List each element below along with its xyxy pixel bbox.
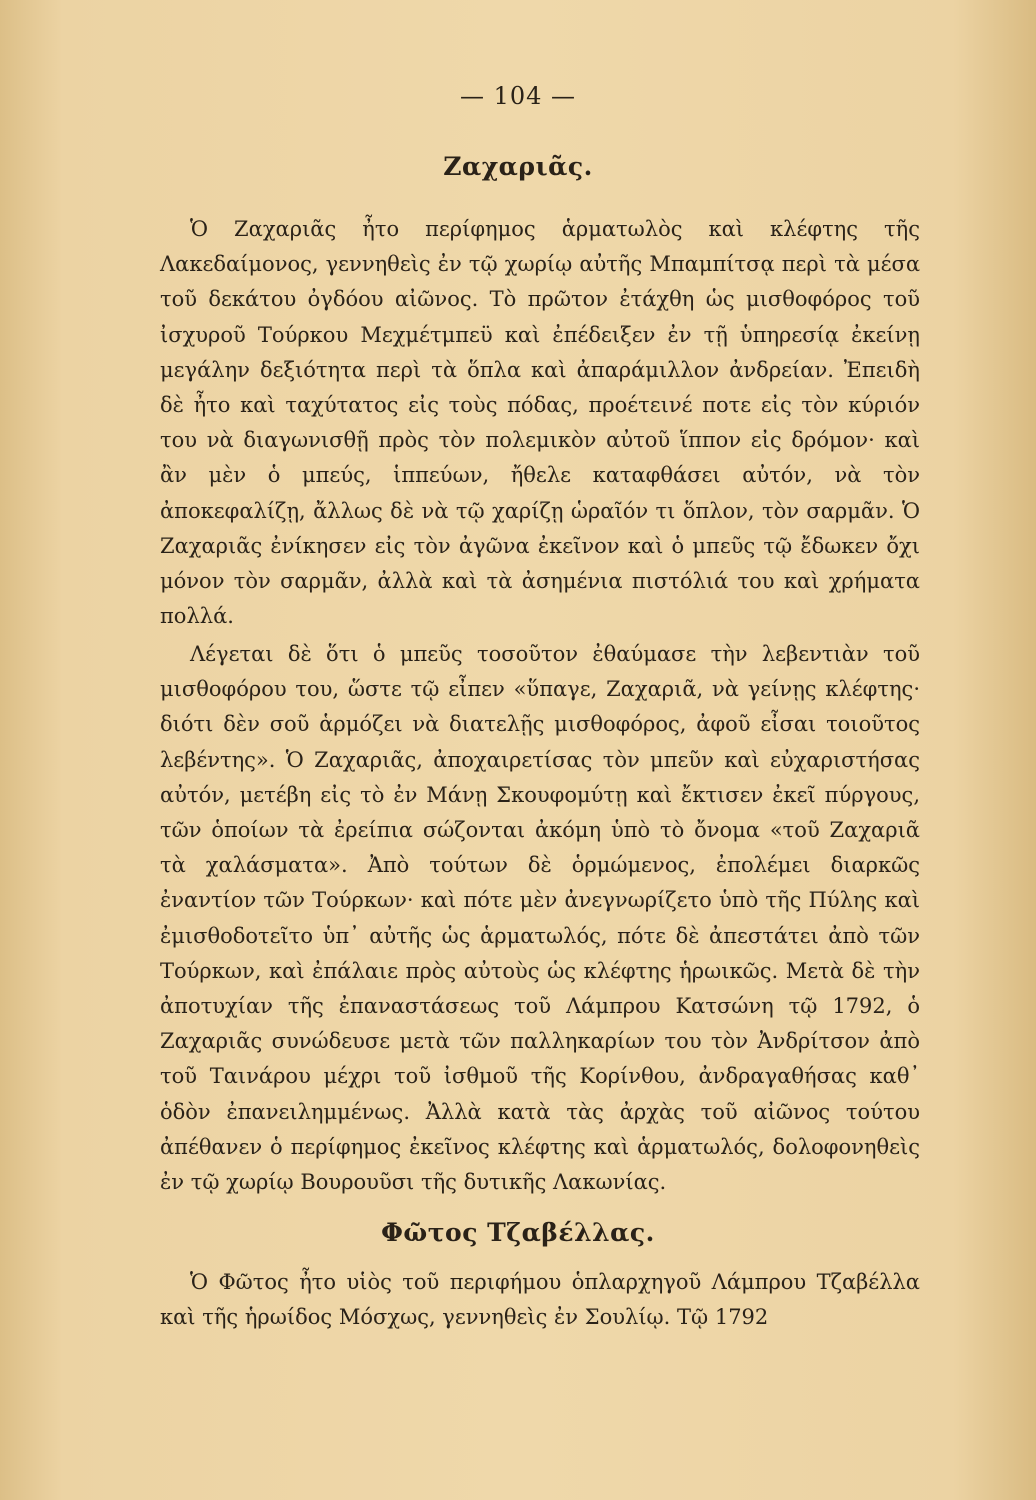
page-number: — 104 — [459, 82, 577, 110]
paragraph: Λέγεται δὲ ὅτι ὁ μπεῦς τοσοῦτον ἐθαύμασε τὴν λεβεντιὰν τοῦ μισθοφόρου του, ὥστε τῷ εἶπεν «ὕπαγε, Ζαχαριᾶ, νὰ γείνῃς κλέφτης· διότι δὲν σοῦ ἁρμόζει νὰ διατελῇς μισθοφόρος, ἀφοῦ εἶσαι τοιοῦτος λεβέντης». Ὁ Ζαχαριᾶς, ἀποχαιρετίσας τὸν μπεῦν καὶ εὐχαριστήσας αὐτόν, μετέβη εἰς τὸ ἐν Μάνῃ Σκουφομύτῃ καὶ ἔκτισεν ἐκεῖ πύργους, τῶν ὁποίων τὰ ἐρείπια σώζονται ἀκόμη ὑπὸ τὸ ὄνομα «τοῦ Ζαχαριᾶ τὰ χαλάσματα». Ἀπὸ τούτων δὲ ὁρμώμενος, ἐπολέμει διαρκῶς ἐναντίον τῶν Τούρκων· καὶ πότε μὲν ἀνεγνωρίζετο ὑπὸ τῆς Πύλης καὶ ἐμισθοδοτεῖτο ὑπ᾽ αὐτῆς ὡς ἁρματωλός, πότε δὲ ἀπεστάτει ἀπὸ τῶν Τούρκων, καὶ ἐπάλαιε πρὸς αὐτοὺς ὡς κλέφτης ἡρωικῶς. Μετὰ δὲ τὴν ἀποτυχίαν τῆς ἐπαναστάσεως τοῦ Λάμπρου Κατσώνη τῷ 1792, ὁ Ζαχαριᾶς συνώδευσε μετὰ τῶν παλληκαρίων του τὸν Ἀνδρίτσον ἀπὸ τοῦ Ταινάρου μέχρι τοῦ ἰσθμοῦ τῆς Κορίνθου, ἀνδραγαθήσας καθ᾽ ὁδὸν ἐπανειλημμένως. Ἀλλὰ κατὰ τὰς ἀρχὰς τοῦ αἰῶνος τούτου ἀπέθανεν ὁ περίφημος ἐκεῖνος κλέφτης καὶ ἁρματωλός, δολοφονηθεὶς ἐν τῷ χωρίῳ Βουρουῦσι τῆς δυτικῆς Λακωνίας. [160, 642, 920, 1195]
paragraph: Ὁ Ζαχαριᾶς ἦτο περίφημος ἁρματωλὸς καὶ κλέφτης τῆς Λακεδαίμονος, γεννηθεὶς ἐν τῷ χωρίῳ αὐτῆς Μπαμπίτσᾳ περὶ τὰ μέσα τοῦ δεκάτου ὀγδόου αἰῶνος. Τὸ πρῶτον ἐτάχθη ὡς μισθοφόρος τοῦ ἰσχυροῦ Τούρκου Μεχμέτμπεϋ καὶ ἐπέδειξεν ἐν τῇ ὑπηρεσίᾳ ἐκείνῃ μεγάλην δεξιότητα περὶ τὰ ὅπλα καὶ ἀπαράμιλλον ἀνδρείαν. Ἐπειδὴ δὲ ἦτο καὶ ταχύτατος εἰς τοὺς πόδας, προέτεινέ ποτε εἰς τὸν κύριόν του νὰ διαγωνισθῇ πρὸς τὸν πολεμικὸν αὐτοῦ ἵππον εἰς δρόμον· καὶ ἂν μὲν ὁ μπεύς, ἱππεύων, ἤθελε καταφθάσει αὐτόν, νὰ τὸν ἀποκεφαλίζῃ, ἄλλως δὲ νὰ τῷ χαρίζῃ ὡραῖόν τι ὅπλον, τὸν σαρμᾶν. Ὁ Ζαχαριᾶς ἐνίκησεν εἰς τὸν ἀγῶνα ἐκεῖνον καὶ ὁ μπεῦς τῷ ἔδωκεν ὄχι μόνον τὸν σαρμᾶν, ἀλλὰ καὶ τὰ ἀσημένια πιστόλιά του καὶ χρήματα πολλά. [160, 217, 920, 629]
paragraph: Ὁ Φῶτος ἦτο υἱὸς τοῦ περιφήμου ὁπλαρχηγοῦ Λάμπρου Τζαβέλλα καὶ τῆς ἡρωίδος Μόσχως, γεννηθεὶς ἐν Σουλίῳ. Τῷ 1792 [160, 1270, 920, 1330]
section-title-zacharias: Ζαχαριᾶς. [443, 152, 593, 181]
section-title-fotos-tzavellas: Φῶτος Τζαβέλλας. [381, 1218, 655, 1247]
